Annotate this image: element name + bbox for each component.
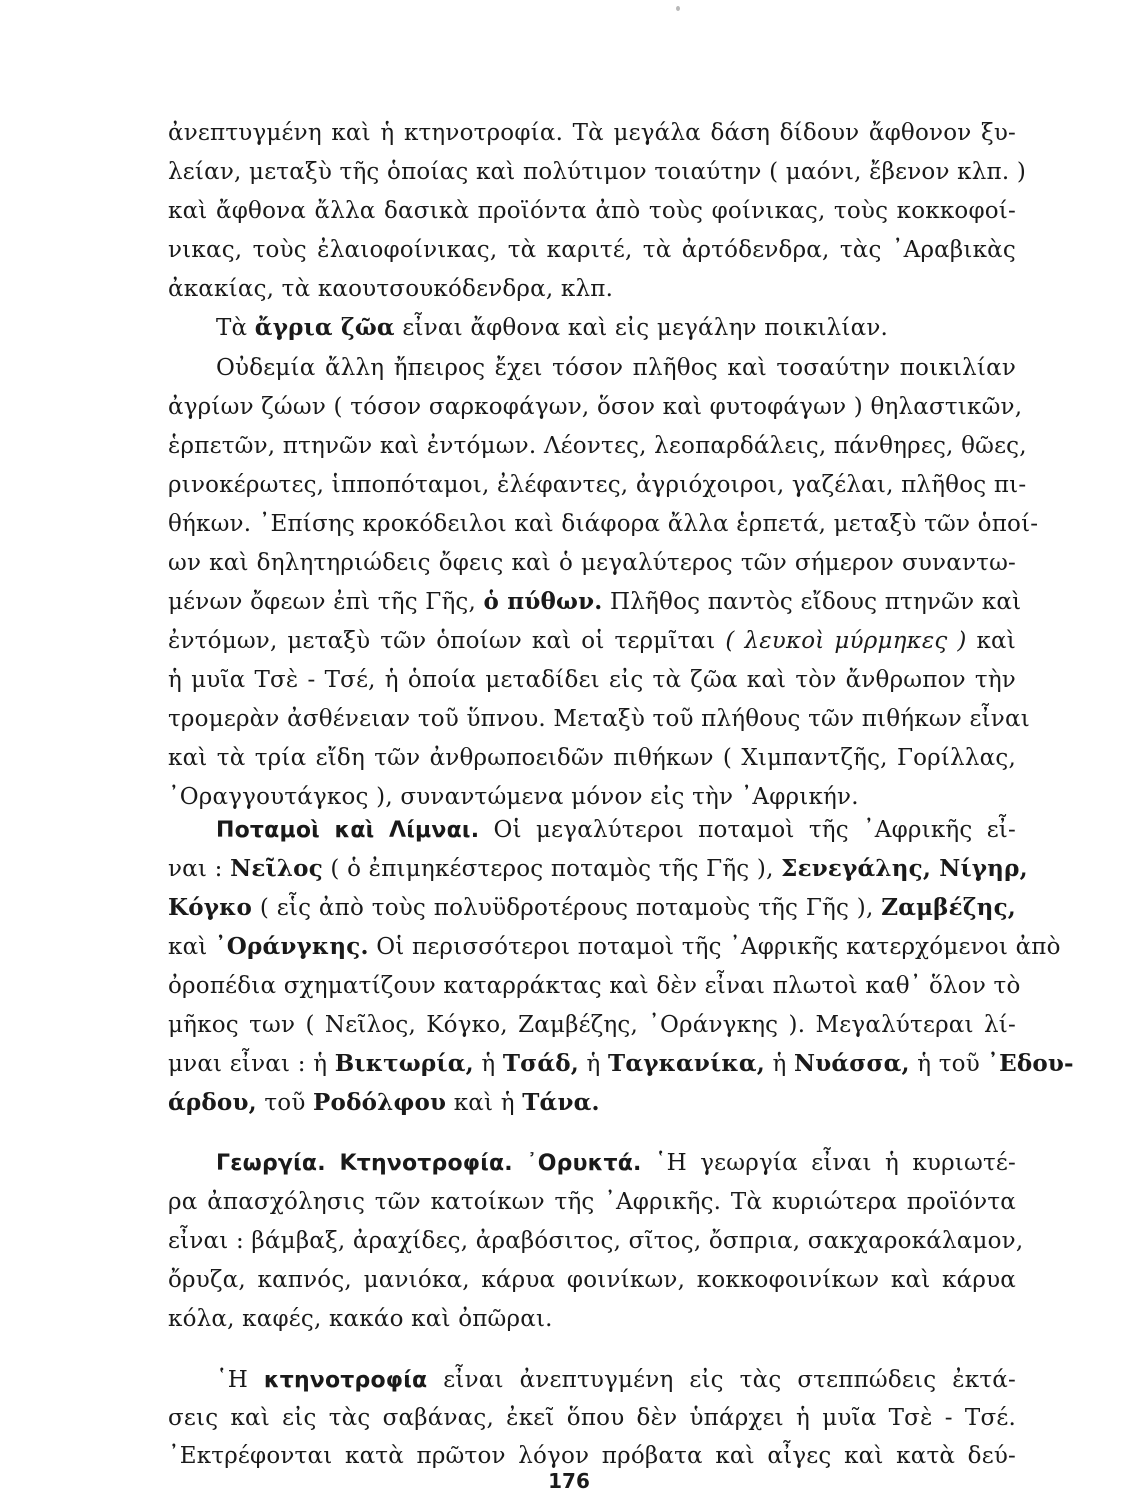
text-line: τρομερὰν ἀσθένειαν τοῦ ὕπνου. Μεταξὺ τοῦ πλήθους τῶν πιθήκων εἶναι (168, 706, 1030, 732)
bold-term: ᾿Εδου- (987, 1050, 1074, 1077)
text-span: ( ὁ ἐπιμηκέστερος ποταμὸς τῆς Γῆς ), (322, 856, 782, 882)
text-span: εἶναι ἀνεπτυγμένη εἰς τὰς στεππώδεις ἐκτά- (427, 1367, 1016, 1393)
bold-term: ᾿Οράνγκης. (215, 933, 369, 960)
text-span: ἡ τοῦ (909, 1051, 988, 1077)
text-line (216, 1145, 1016, 1181)
text-line (168, 890, 1016, 926)
section-heading-rivers: Ποταμοὶ καὶ Λίμναι. (216, 818, 480, 843)
text-span: ναι : (168, 856, 231, 882)
text-line: λείαν, μεταξὺ τῆς ὁποίας καὶ πολύτιμον τοιαύτην ( μαόνι, ἔβενον κλπ. ) (168, 159, 1027, 185)
text-line: ἀνεπτυγμένη καὶ ἡ κτηνοτροφία. Τὰ μεγάλα δάση δίδουν ἄφθονον ξυ- (168, 120, 1016, 146)
text-line: καὶ ἄφθονα ἄλλα δασικὰ προϊόντα ἀπὸ τοὺς φοίνικας, τοὺς κοκκοφοί- (168, 198, 1016, 224)
text-line: ἑρπετῶν, πτηνῶν καὶ ἐντόμων. Λέοντες, λεοπαρδάλεις, πάνθηρες, θῶες, (168, 433, 1027, 459)
text-span: Οἱ μεγαλύτεροι ποταμοὶ τῆς ᾿Αφρικῆς εἶ- (479, 817, 1016, 843)
page-speck (676, 6, 680, 11)
text-line: θήκων. ᾿Επίσης κροκόδειλοι καὶ διάφορα ἄλλα ἑρπετά, μεταξὺ τῶν ὁποί- (168, 511, 1039, 537)
section-heading-agriculture: Γεωργία. Κτηνοτροφία. ᾿Ορυκτά. (216, 1151, 642, 1176)
text-line: ἡ μυῖα Τσὲ - Τσέ, ἡ ὁποία μεταδίδει εἰς τὰ ζῶα καὶ τὸν ἄνθρωπον τὴν (168, 667, 1016, 693)
text-line: ων καὶ δηλητηριώδεις ὄφεις καὶ ὁ μεγαλύτερος τῶν σήμερον συναντω- (168, 550, 1016, 576)
text-span: ᾿Εκτρέφονται κατὰ πρῶτον λόγον πρόβατα καὶ αἶγες καὶ κατὰ δεύ- (168, 1443, 1016, 1469)
text-line (168, 584, 1022, 620)
text-span: καὶ (168, 934, 216, 960)
text-span: ἐντόμων, μεταξὺ τῶν ὁποίων καὶ οἱ τερμῖται (168, 628, 726, 654)
italic-term-white-ants: ( λευκοὶ μύρμηκες ) (725, 628, 967, 654)
text-span: καὶ (966, 628, 1017, 654)
text-span: Πλῆθος παντὸς εἴδους πτηνῶν καὶ (602, 589, 1022, 615)
text-span: ἡ (764, 1051, 794, 1077)
text-span: εἶναι ἄφθονα καὶ εἰς μεγάλην ποικιλίαν. (394, 315, 889, 341)
bold-term-wild-animals: ἄγρια ζῶα (254, 314, 395, 341)
text-span: Τὰ (216, 315, 255, 341)
text-line (216, 812, 1016, 848)
text-line: κόλα, καφές, κακάο καὶ ὀπῶραι. (168, 1306, 553, 1332)
text-line: ὀροπέδια σχηματίζουν καταρράκτας καὶ δὲν εἶναι πλωτοὶ καθ᾿ ὅλον τὸ (168, 973, 1021, 999)
text-line: καὶ τὰ τρία εἴδη τῶν ἀνθρωποειδῶν πιθήκων ( Χιμπαντζῆς, Γορίλλας, (168, 745, 1016, 771)
text-line (168, 1046, 1074, 1082)
text-line: ρινοκέρωτες, ἱπποπόταμοι, ἐλέφαντες, ἀγριόχοιροι, γαζέλαι, πλῆθος πι- (168, 472, 1027, 498)
text-span: μένων ὄφεων ἐπὶ τῆς Γῆς, (168, 589, 484, 615)
bold-term: Κόγκο (168, 894, 253, 921)
bold-term: Τσάδ, (502, 1050, 579, 1077)
text-span: ἡ (473, 1051, 503, 1077)
text-line: εἶναι : βάμβαξ, ἀραχίδες, ἀραβόσιτος, σῖτος, ὄσπρια, σακχαροκάλαμον, (168, 1228, 1024, 1254)
page-number: 176 (548, 1469, 590, 1493)
text-span: ῾Η γεωργία εἶναι ἡ κυριωτέ- (641, 1150, 1016, 1176)
text-span: καὶ ἡ (446, 1090, 523, 1116)
text-span: τοῦ (256, 1090, 314, 1116)
text-line: Οὐδεμία ἄλλη ἤπειρος ἔχει τόσον πλῆθος καὶ τοσαύτην ποικιλίαν (216, 355, 1016, 381)
text-span: ( εἷς ἀπὸ τοὺς πολυϋδροτέρους ποταμοὺς τῆς Γῆς ), (252, 895, 882, 921)
text-line: ἀγρίων ζώων ( τόσον σαρκοφάγων, ὅσον καὶ φυτοφάγων ) θηλαστικῶν, (168, 394, 1023, 420)
text-line: ᾿Οραγγουτάγκος ), συναντώμενα μόνον εἰς τὴν ᾿Αφρικήν. (168, 784, 859, 810)
text-span: μναι εἶναι : ἡ (168, 1051, 335, 1077)
text-line: ρα ἀπασχόλησις τῶν κατοίκων τῆς ᾿Αφρικῆς. Τὰ κυριώτερα προϊόντα (168, 1189, 1016, 1215)
bold-term: Τάνα. (522, 1089, 600, 1116)
text-line (168, 851, 1028, 887)
bold-term: Ζαμβέζης, (881, 894, 1016, 921)
text-line: νικας, τοὺς ἐλαιοφοίνικας, τὰ καριτέ, τὰ ἀρτόδενδρα, τὰς ᾿Αραβικὰς (168, 237, 1016, 263)
text-line: ἀκακίας, τὰ καουτσουκόδενδρα, κλπ. (168, 276, 614, 302)
text-line: μῆκος των ( Νεῖλος, Κόγκο, Ζαμβέζης, ᾿Οράνγκης ). Μεγαλύτεραι λί- (168, 1012, 1016, 1038)
text-line (168, 929, 1061, 965)
text-line: ὄρυζα, καπνός, μανιόκα, κάρυα φοινίκων, κοκκοφοινίκων καὶ κάρυα (168, 1267, 1016, 1293)
text-span: ἡ (578, 1051, 608, 1077)
text-line (216, 310, 1016, 346)
bold-term: Ταγκανίκα, (608, 1050, 765, 1077)
text-line (168, 1085, 1016, 1121)
bold-term: Σενεγάλης, Νίγηρ, (781, 855, 1028, 882)
text-line (168, 623, 1016, 659)
bold-term: Ροδόλφου (313, 1089, 447, 1116)
text-span: σεις καὶ εἰς τὰς σαβάνας, ἐκεῖ ὅπου δὲν ὑπάρχει ἡ μυῖα Τσὲ - Τσέ. (168, 1405, 1016, 1431)
bold-term-livestock: κτηνοτροφία (263, 1368, 428, 1393)
text-span: Οἱ περισσότεροι ποταμοὶ τῆς ᾿Αφρικῆς κατερχόμενοι ἀπὸ (368, 934, 1061, 960)
bold-term: άρδου, (168, 1089, 257, 1116)
bold-term-python: ὁ πύθων. (483, 588, 603, 615)
bold-term: Βικτωρία, (334, 1050, 474, 1077)
bold-term: Νυάσσα, (794, 1050, 910, 1077)
text-span: ῾Η (216, 1367, 264, 1393)
bold-term: Νεῖλος (230, 855, 323, 882)
